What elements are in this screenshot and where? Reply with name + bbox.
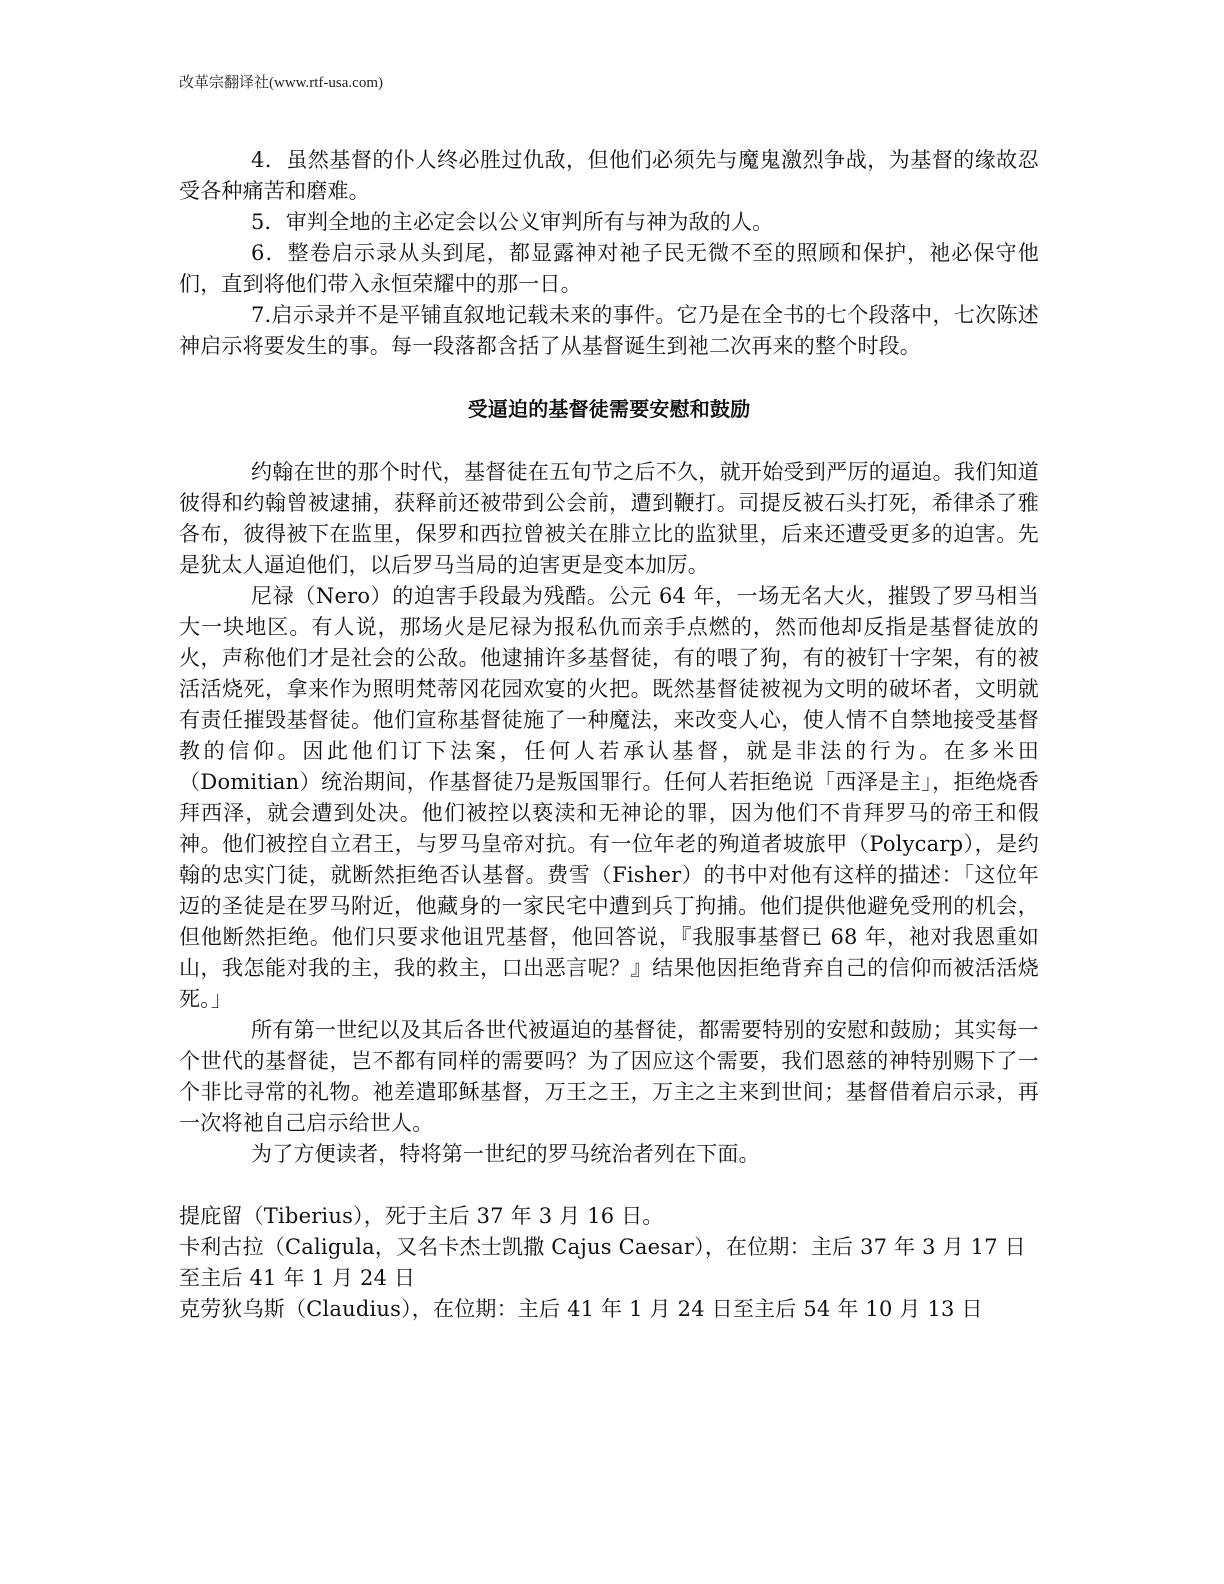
paragraph-rulers-intro: 为了方便读者，特将第一世纪的罗马统治者列在下面。	[251, 1142, 760, 1166]
paragraph-persecution: 约翰在世的那个时代，基督徒在五旬节之后不久，就开始受到严厉的逼迫。我们知道彼得和约翰曾被逮捕，获释前还被带到公会前，遭到鞭打。司提反被石头打死，希律杀了雅各布，彼得被下在监里，保罗和西拉曾被关在腓立比的监狱里，后来还遭受更多的迫害。先是犹太人逼迫他们，以后罗马当局的迫害更是变本加厉。	[179, 460, 1039, 577]
section-heading: 受逼迫的基督徒需要安慰和鼓励	[467, 397, 751, 421]
paragraph-comfort: 所有第一世纪以及其后各世代被逼迫的基督徒，都需要特别的安慰和鼓励；其实每一个世代的基督徒，岂不都有同样的需要吗？为了因应这个需要，我们恩慈的神特别赐下了一个非比寻常的礼物。祂差遣耶稣基督，万王之王，万主之主来到世间；基督借着启示录，再一次将祂自己启示给世人。	[179, 1018, 1039, 1135]
rulers-list	[179, 1201, 1039, 1325]
ruler-tiberius: 提庇留（Tiberius），死于主后 37 年 3 月 16 日。	[179, 1204, 664, 1228]
intro-point-7: 7.启示录并不是平铺直叙地记载未来的事件。它乃是在全书的七个段落中，七次陈述神启示将要发生的事。每一段落都含括了从基督诞生到祂二次再来的整个时段。	[179, 303, 1039, 358]
intro-point-4: 4．虽然基督的仆人终必胜过仇敌，但他们必须先与魔鬼激烈争战，为基督的缘故忍受各种痛苦和磨难。	[179, 148, 1039, 203]
document-body	[179, 145, 1039, 1325]
intro-point-6: 6．整卷启示录从头到尾，都显露神对祂子民无微不至的照顾和保护，祂必保守他们，直到将他们带入永恒荣耀中的那一日。	[179, 241, 1039, 296]
spacer	[179, 1170, 1039, 1201]
ruler-claudius: 克劳狄乌斯（Claudius），在位期：主后 41 年 1 月 24 日至主后 54 年 10 月 13 日	[179, 1297, 983, 1321]
ruler-caligula: 卡利古拉（Caligula，又名卡杰士凯撒 Cajus Caesar），在位期：主后 37 年 3 月 17 日至主后 41 年 1 月 24 日	[179, 1235, 1026, 1290]
running-header: 改革宗翻译社(www.rtf-usa.com)	[179, 75, 383, 91]
paragraph-nero: 尼禄（Nero）的迫害手段最为残酷。公元 64 年，一场无名大火，摧毁了罗马相当大一块地区。有人说，那场火是尼禄为报私仇而亲手点燃的，然而他却反指是基督徒放的火，声称他们才是社会的公敌。他逮捕许多基督徒，有的喂了狗，有的被钉十字架，有的被活活烧死，拿来作为照明梵蒂冈花园欢宴的火把。既然基督徒被视为文明的破坏者，文明就有责任摧毁基督徒。他们宣称基督徒施了一种魔法，来改变人心，使人情不自禁地接受基督教的信仰。因此他们订下法案，任何人若承认基督，就是非法的行为。在多米田（Domitian）统治期间，作基督徒乃是叛国罪行。任何人若拒绝说「西泽是主」，拒绝烧香拜西泽，就会遭到处决。他们被控以亵渎和无神论的罪，因为他们不肯拜罗马的帝王和假神。他们被控自立君王，与罗马皇帝对抗。有一位年老的殉道者坡旅甲（Polycarp），是约翰的忠实门徒，就断然拒绝否认基督。费雪（Fisher）的书中对他有这样的描述：「这位年迈的圣徒是在罗马附近，他藏身的一家民宅中遭到兵丁拘捕。他们提供他避免受刑的机会，但他断然拒绝。他们只要求他诅咒基督，他回答说，『我服事基督已 68 年，祂对我恩重如山，我怎能对我的主，我的救主，口出恶言呢？』结果他因拒绝背弃自己的信仰而被活活烧死。」	[179, 584, 1039, 1011]
intro-point-5: 5．审判全地的主必定会以公义审判所有与神为敌的人。	[251, 210, 774, 234]
